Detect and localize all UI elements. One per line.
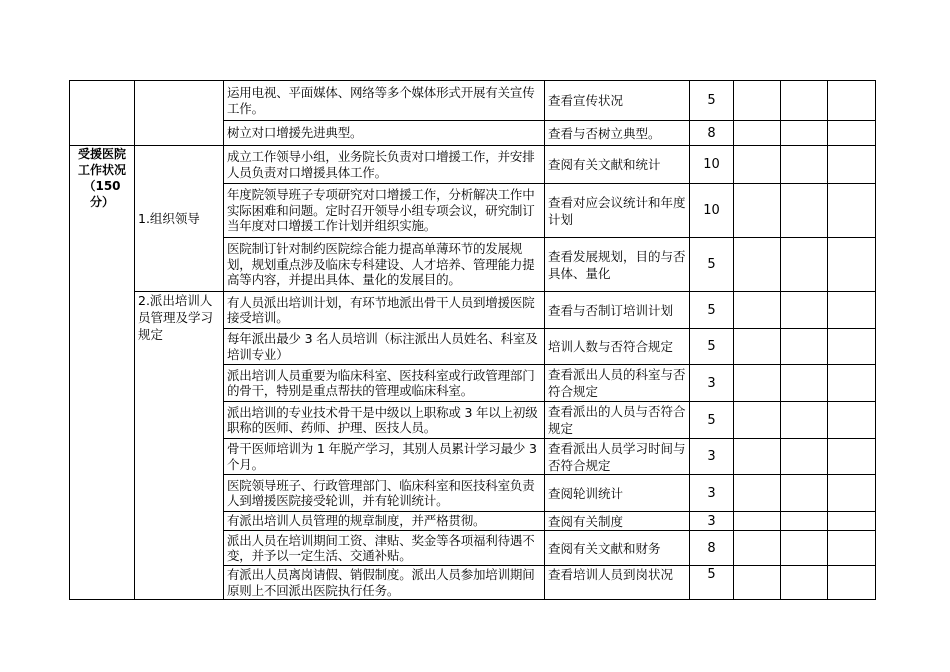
score-cell: 10 <box>690 184 734 238</box>
blank-cell <box>734 512 781 531</box>
blank-cell <box>828 475 876 512</box>
category-score: 分） <box>89 195 114 209</box>
subcategory-training: 2.派出培训人员管理及学习规定 <box>135 292 224 600</box>
score-cell: 5 <box>690 292 734 329</box>
blank-cell <box>828 531 876 566</box>
score-cell: 3 <box>690 365 734 402</box>
blank-cell <box>781 531 828 566</box>
blank-cell <box>734 402 781 439</box>
category-score: （150 <box>83 179 121 193</box>
blank-cell <box>734 121 781 146</box>
blank-cell <box>734 146 781 184</box>
blank-cell <box>734 531 781 566</box>
blank-cell <box>828 121 876 146</box>
content-cell: 派出培训的专业技术骨干是中级以上职称或 3 年以上初级职称的医师、药师、护理、医技人员。 <box>224 402 545 439</box>
blank-cell <box>734 184 781 238</box>
blank-cell <box>781 184 828 238</box>
category-cell-empty <box>70 81 135 146</box>
method-cell: 查看与否树立典型。 <box>545 121 690 146</box>
content-cell: 有派出人员离岗请假、销假制度。派出人员参加培训期间原则上不回派出医院执行任务。 <box>224 566 545 600</box>
blank-cell <box>828 184 876 238</box>
blank-cell <box>828 365 876 402</box>
blank-cell <box>828 146 876 184</box>
score-cell: 5 <box>690 402 734 439</box>
blank-cell <box>781 439 828 475</box>
blank-cell <box>734 566 781 600</box>
blank-cell <box>781 475 828 512</box>
method-cell: 查看发展规划，目的与否具体、量化 <box>545 238 690 292</box>
blank-cell <box>828 439 876 475</box>
content-cell: 医院制订针对制约医院综合能力提高单薄环节的发展规划，规划重点涉及临床专科建设、人才培养、管理能力提高等内容，并提出具体、量化的发展目的。 <box>224 238 545 292</box>
method-cell: 查阅有关制度 <box>545 512 690 531</box>
blank-cell <box>734 238 781 292</box>
category-label: 受援医院 <box>77 147 126 161</box>
blank-cell <box>828 329 876 365</box>
score-cell: 3 <box>690 475 734 512</box>
subcategory-org: 1.组织领导 <box>135 146 224 292</box>
score-cell: 8 <box>690 531 734 566</box>
score-cell: 3 <box>690 512 734 531</box>
method-cell: 查看派出人员学习时间与否符合规定 <box>545 439 690 475</box>
blank-cell <box>734 81 781 121</box>
score-cell: 8 <box>690 121 734 146</box>
blank-cell <box>828 512 876 531</box>
method-cell: 查阅有关文献和财务 <box>545 531 690 566</box>
blank-cell <box>734 292 781 329</box>
method-cell: 查阅轮训统计 <box>545 475 690 512</box>
table-row <box>70 292 876 329</box>
content-cell: 骨干医师培训为 1 年脱产学习，其别人员累计学习最少 3 个月。 <box>224 439 545 475</box>
table-row <box>70 81 876 121</box>
score-cell: 5 <box>690 566 734 600</box>
method-cell: 查看与否制订培训计划 <box>545 292 690 329</box>
blank-cell <box>781 402 828 439</box>
blank-cell <box>781 365 828 402</box>
content-cell: 有派出培训人员管理的规章制度，并严格贯彻。 <box>224 512 545 531</box>
blank-cell <box>781 566 828 600</box>
content-cell: 年度院领导班子专项研究对口增援工作，分析解决工作中实际困难和问题。定时召开领导小组专项会议，研究制订当年度对口增援工作计划并组织实施。 <box>224 184 545 238</box>
method-cell: 查看对应会议统计和年度计划 <box>545 184 690 238</box>
score-cell: 5 <box>690 81 734 121</box>
score-cell: 3 <box>690 439 734 475</box>
table-row <box>70 146 876 184</box>
category-label: 工作状况 <box>77 163 126 177</box>
blank-cell <box>781 238 828 292</box>
method-cell: 培训人数与否符合规定 <box>545 329 690 365</box>
content-cell: 成立工作领导小组，业务院长负责对口增援工作，并安排人员负责对口增援具体工作。 <box>224 146 545 184</box>
blank-cell <box>781 81 828 121</box>
blank-cell <box>734 329 781 365</box>
method-cell: 查看派出的人员与否符合规定 <box>545 402 690 439</box>
blank-cell <box>828 566 876 600</box>
score-cell: 10 <box>690 146 734 184</box>
content-cell: 运用电视、平面媒体、网络等多个媒体形式开展有关宣传工作。 <box>224 81 545 121</box>
subcategory-cell-empty <box>135 81 224 146</box>
content-cell: 有人员派出培训计划，有环节地派出骨干人员到增援医院接受培训。 <box>224 292 545 329</box>
blank-cell <box>734 475 781 512</box>
blank-cell <box>828 238 876 292</box>
method-cell: 查看派出人员的科室与否符合规定 <box>545 365 690 402</box>
blank-cell <box>781 512 828 531</box>
blank-cell <box>828 292 876 329</box>
content-cell: 派出人员在培训期间工资、津贴、奖金等各项福利待遇不变，并予以一定生活、交通补贴。 <box>224 531 545 566</box>
category-cell <box>70 146 135 600</box>
blank-cell <box>828 402 876 439</box>
content-cell: 树立对口增援先进典型。 <box>224 121 545 146</box>
blank-cell <box>781 329 828 365</box>
blank-cell <box>734 365 781 402</box>
content-cell: 医院领导班子、行政管理部门、临床科室和医技科室负责人到增援医院接受轮训，并有轮训统计。 <box>224 475 545 512</box>
content-cell: 每年派出最少 3 名人员培训（标注派出人员姓名、科室及培训专业） <box>224 329 545 365</box>
blank-cell <box>828 81 876 121</box>
score-cell: 5 <box>690 329 734 365</box>
content-cell: 派出培训人员重要为临床科室、医技科室或行政管理部门的骨干，特别是重点帮扶的管理或临床科室。 <box>224 365 545 402</box>
method-cell: 查看宣传状况 <box>545 81 690 121</box>
score-cell: 5 <box>690 238 734 292</box>
blank-cell <box>781 121 828 146</box>
method-cell: 查阅有关文献和统计 <box>545 146 690 184</box>
blank-cell <box>734 439 781 475</box>
method-cell: 查看培训人员到岗状况 <box>545 566 690 600</box>
blank-cell <box>781 146 828 184</box>
blank-cell <box>781 292 828 329</box>
evaluation-table <box>69 80 876 600</box>
